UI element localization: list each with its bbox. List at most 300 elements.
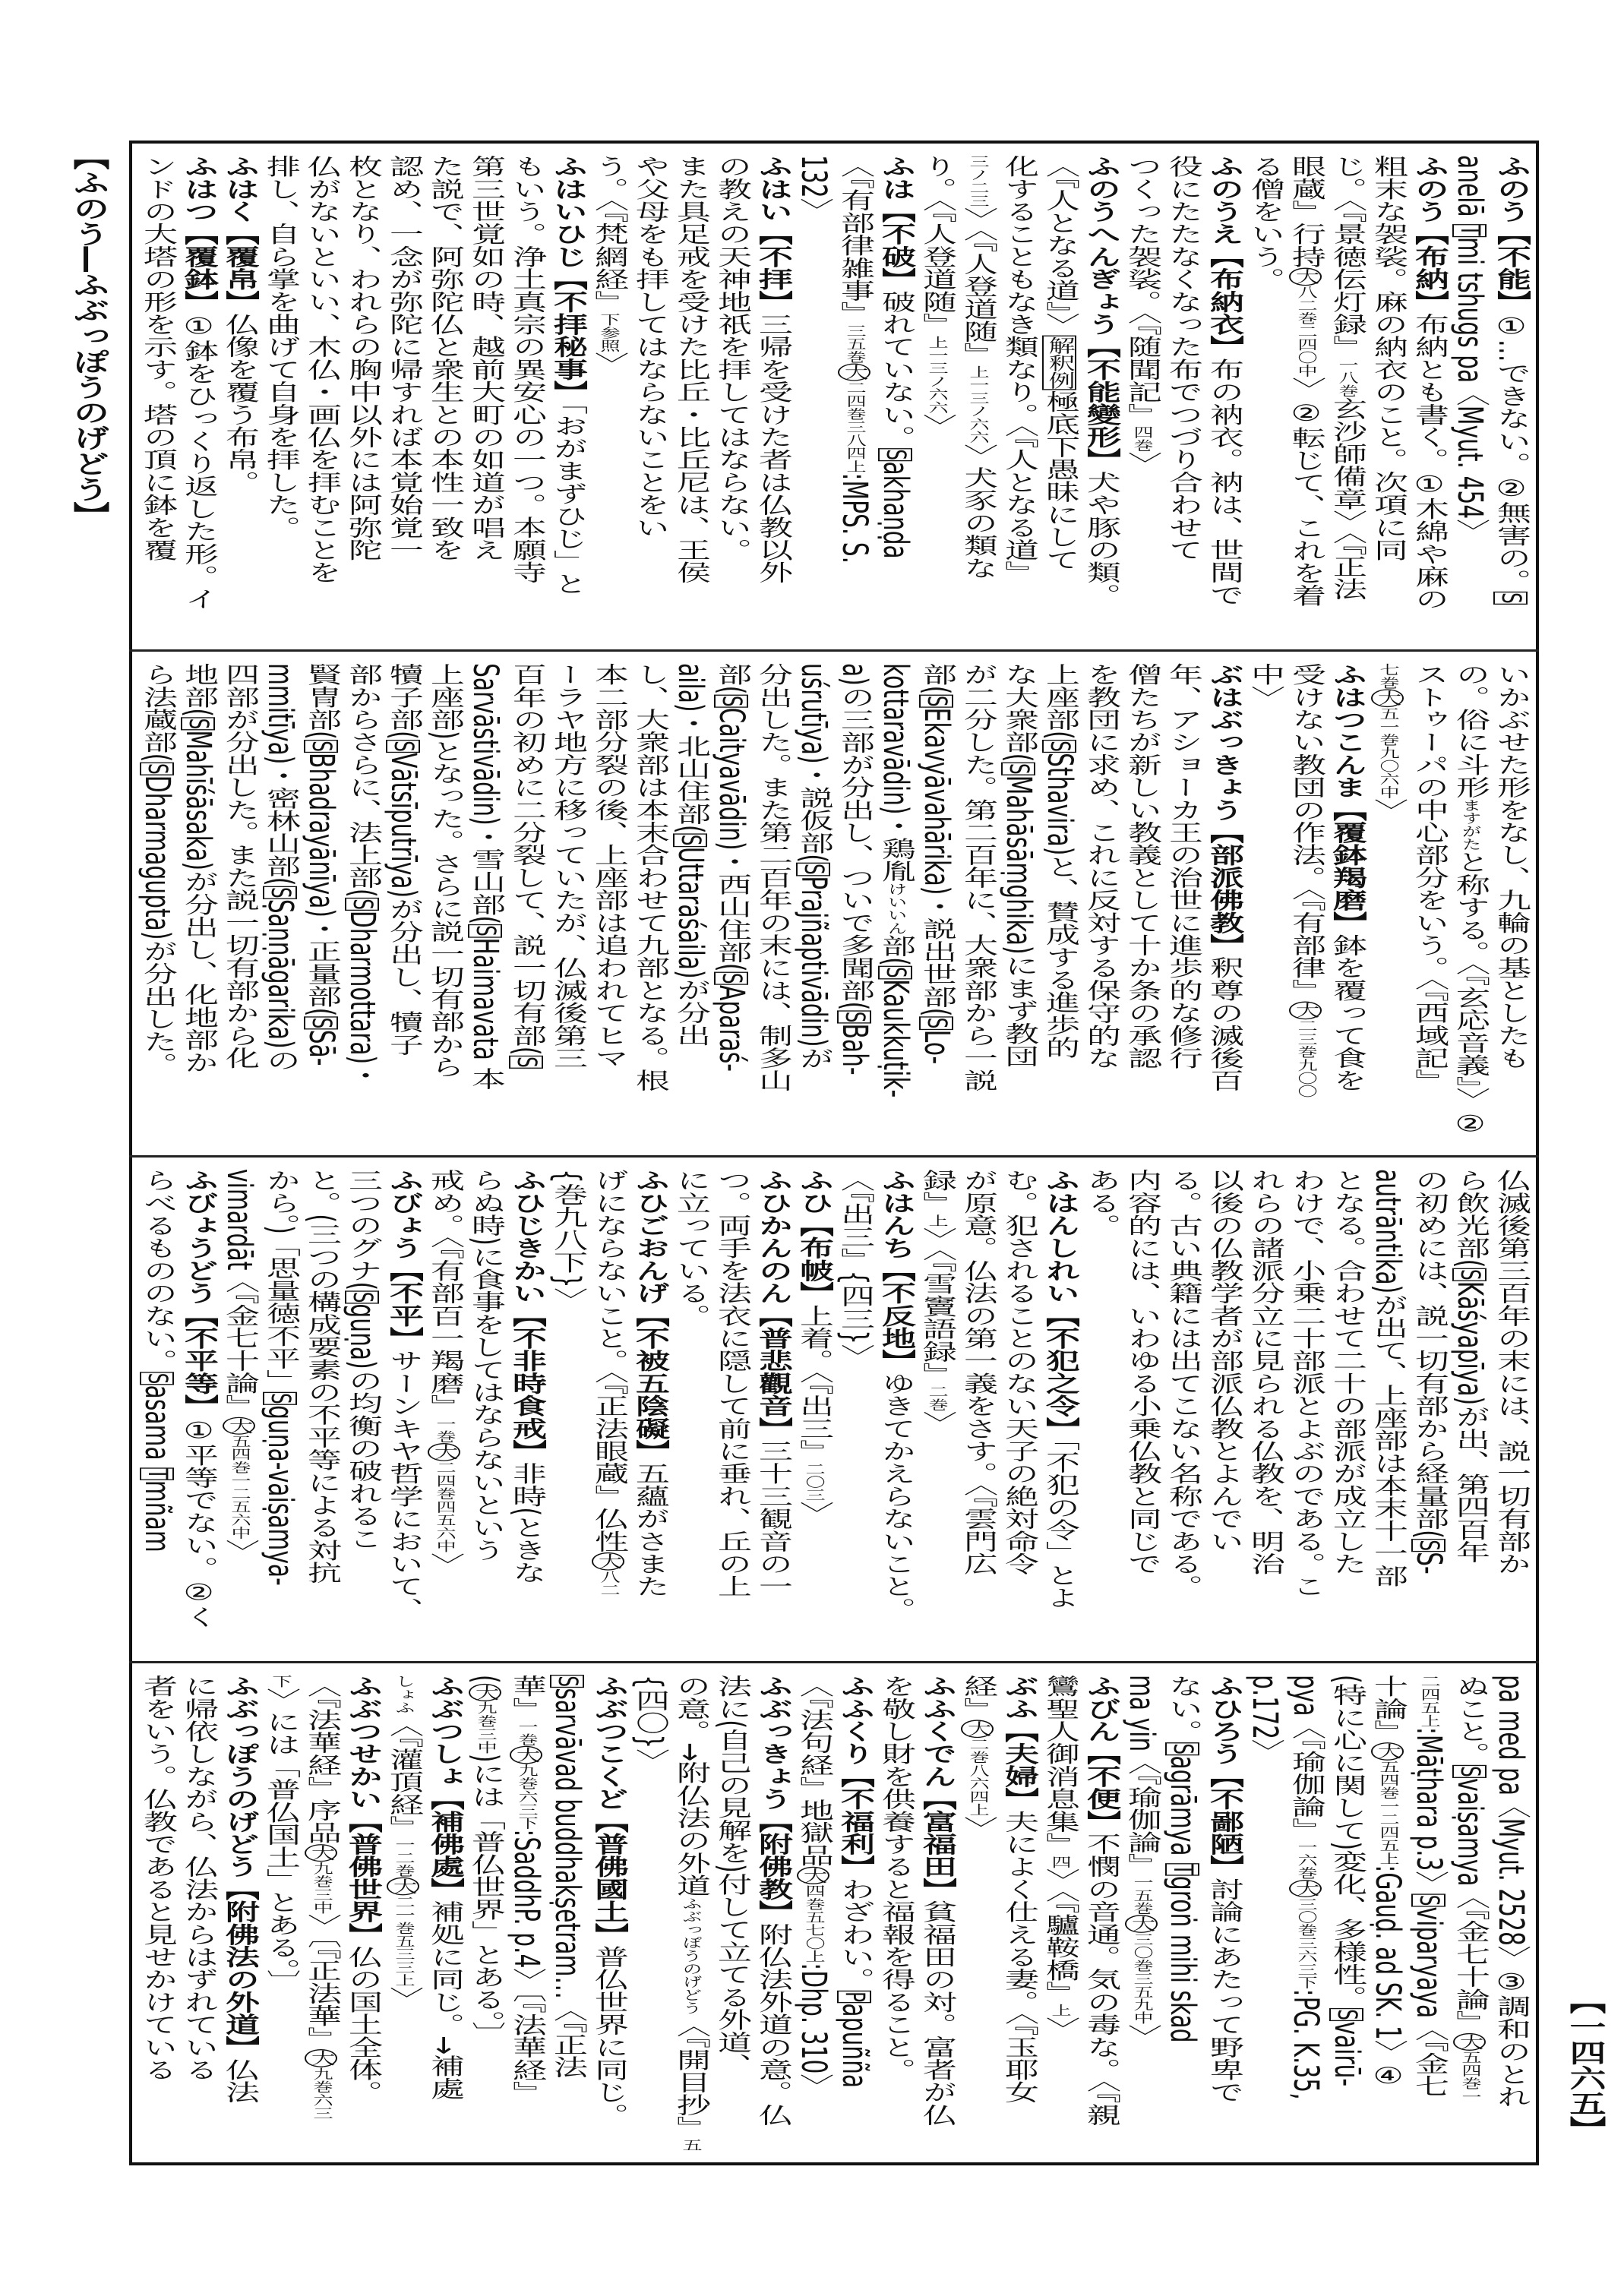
entry-headword: ふはく【覆帛】 (220, 155, 260, 313)
entry-text: 録』上〉〈『雪竇語録』二巻〉 (917, 1169, 957, 1434)
entry-headword: ふはんち【不反地】 (876, 1169, 916, 1372)
entry-text: ある。 (1081, 1169, 1121, 1237)
entry-text: ら飲光部(SKāśyapīya)が出、第四百年 (1450, 1169, 1490, 1564)
text-column (1285, 155, 1326, 641)
boxed-label: S (1411, 1539, 1445, 1552)
text-column (1285, 1675, 1326, 2161)
entry-text: な大衆部(SMahāsāṃghika)にまず教団 (999, 663, 1039, 1068)
circled-label: 大 (592, 1552, 624, 1570)
text-column (1244, 155, 1285, 641)
entry-text: 三帰を受けた者は仏教以外 (753, 312, 793, 584)
boxed-label: S (1452, 1268, 1487, 1281)
boxed-label: S (509, 1055, 543, 1068)
text-column (629, 155, 670, 641)
text-column (178, 663, 219, 1149)
text-column (260, 1675, 301, 2161)
entry-text: 「おがまずひじ」と (548, 403, 588, 595)
tier-4 (137, 1664, 1531, 2165)
boxed-label: S (140, 762, 174, 775)
circled-label: 大 (1453, 2033, 1486, 2051)
boxed-label: S (181, 717, 215, 730)
entry-headword: ふぶつしょ【補佛處】 (425, 1675, 465, 1900)
entry-text: 三ノ二三〉〈『人登道随』上一三ノ六六〉犬豕の類な (958, 155, 998, 580)
entry-text: 華』一巻大九巻六三下:SaddhP. p.4〉〔『法華経』 (507, 1675, 547, 2104)
text-column (547, 663, 588, 1149)
text-column (629, 1675, 670, 2161)
text-column (342, 1169, 383, 1655)
entry-text: 非時(ときな (507, 1462, 547, 1584)
entry-column (752, 1675, 793, 2161)
text-column (916, 155, 957, 641)
boxed-label: S (550, 1675, 584, 1688)
boxed-label: S (878, 448, 912, 461)
entry-text: ゆきてかえらないこと。 (876, 1372, 916, 1620)
entry-text: に帰依しながら、仏法からはずれている (179, 1675, 219, 2081)
text-column (1449, 155, 1490, 641)
entry-text: 部(SEkavyāvahārika)・説出世部(SLo- (917, 663, 957, 1065)
entry-text: る僧をいう。 (1245, 155, 1285, 291)
text-column (1326, 1675, 1367, 2161)
text-column (342, 663, 383, 1149)
entry-column (342, 1675, 383, 2161)
entry-column (424, 1675, 465, 2161)
text-column (301, 1169, 342, 1655)
text-column (875, 1675, 916, 2161)
text-column (1162, 663, 1203, 1149)
text-column (465, 663, 506, 1149)
entry-text: 貧福田の対。富者が仏 (917, 1900, 957, 2126)
text-column (629, 663, 670, 1149)
text-column (752, 663, 793, 1149)
entry-text: ma yin〈『瑜伽論』一五巻大三〇巻三五九中〉 (1122, 1675, 1162, 2047)
entry-text: もいう。浄土真宗の異安心の一つ。本願寺 (507, 155, 547, 584)
circled-label: 大 (1125, 1915, 1158, 1932)
entry-column (1080, 1675, 1121, 2161)
text-column (547, 1675, 588, 2161)
text-column (1367, 155, 1408, 641)
entry-text: げにならないこと。〈『正法眼蔵』仏性大八二 (589, 1169, 629, 1597)
text-column (834, 155, 875, 641)
entry-column (998, 1675, 1039, 2161)
entry-headword: ふひろう【不鄙陋】 (1204, 1675, 1244, 1878)
entry-text: 十論』大五四巻一二四五上:Gauḍ. ad SK. 1〉④ (1368, 1675, 1408, 2089)
entry-text: サーンキヤ哲学において、 (384, 1349, 424, 1620)
entry-text: 化することもなき類なり。〈『人となる道』 (999, 155, 1039, 584)
entry-headword: ふふくでん【富福田】 (917, 1675, 957, 1900)
entry-column (875, 1169, 916, 1655)
entry-column (547, 155, 588, 641)
boxed-label: T (140, 1467, 174, 1480)
entry-text: し、大衆部は本末合わせて九部となる。根 (630, 663, 670, 1092)
entry-text: 受けない教団の作法。〈『有部律』大二三巻九〇〇 (1286, 663, 1326, 1098)
entry-text: ンドの大塔の形を示す。塔の頂に鉢を覆 (137, 155, 178, 561)
text-column (506, 155, 547, 641)
entry-text: つくった袈裟。〈『随聞記』四巻〉 (1122, 155, 1162, 475)
text-column (1408, 1675, 1449, 2161)
entry-text: a)の三部が分出し、ついで多聞部(SBah- (835, 663, 875, 1075)
entry-headword: ふぶつせかい【普佛世界】 (343, 1675, 383, 1946)
text-column (1408, 1169, 1449, 1655)
entry-text: 粗末な袈裟。麻の納衣のこと。次項に同 (1368, 155, 1408, 561)
entry-text: 上座部)となった。さらに説一切有部から (425, 663, 465, 1079)
entry-text: を教団に求め、これに反対する保守的な (1081, 663, 1121, 1069)
text-column (137, 663, 178, 1149)
text-column (137, 155, 178, 641)
entry-text: 附仏法外道の意。仏 (753, 1922, 793, 2126)
entry-text: 下〉には「普仏国土」とある。〕 (261, 1675, 301, 1993)
entry-text: 僧たちが新しい教義として十か条の承認 (1122, 663, 1162, 1069)
text-column (1039, 1675, 1080, 2161)
text-column (219, 663, 260, 1149)
entry-headword: ふはつこんま【覆鉢羯磨】 (1327, 663, 1367, 934)
entry-text: 中〉 (1245, 663, 1285, 709)
circled-label: 大 (305, 1844, 337, 1862)
boxed-label: S (919, 694, 953, 707)
entry-text: 枚となり、われらの胸中以外には阿弥陀 (343, 155, 383, 561)
text-column (670, 1675, 711, 2161)
entry-text: 二四五上:Māṭhara p.3〉Sviparyaya〈『金七 (1409, 1675, 1449, 2098)
circled-label: 大 (387, 1878, 419, 1895)
boxed-label: S (1452, 1765, 1487, 1778)
entry-headword: ぶはぶっきょう【部派佛教】 (1204, 663, 1244, 957)
text-column (834, 1169, 875, 1655)
entry-text: vimardāt〈『金七十論』大五四巻一二五六中〉 (220, 1169, 260, 1562)
entry-column (1408, 155, 1449, 641)
text-column (1121, 663, 1162, 1149)
entry-text: 〈『法句経』地獄品大四巻五七〇上:Dhp. 310〉 (794, 1675, 834, 2097)
text-column (383, 1675, 424, 2161)
entry-text: 釈尊の滅後百 (1204, 956, 1244, 1092)
text-column (1285, 663, 1326, 1149)
entry-text: 三十三観音の一 (753, 1439, 793, 1598)
entry-text: 眼蔵』行持大八二巻二四〇中〉②転じて、これを着 (1286, 155, 1326, 607)
entry-text: 上座部(SSthavira)と、賛成する進歩的 (1040, 663, 1080, 1059)
entry-column (1490, 155, 1531, 641)
entry-text: の意。→附仏法の外道ふぶっぽうのげどう〈『開目抄』五 (671, 1675, 711, 2152)
text-column (711, 155, 752, 641)
text-column (957, 1169, 998, 1655)
entry-column (1039, 1169, 1080, 1655)
entry-column (834, 1675, 875, 2161)
text-column (1367, 663, 1408, 1149)
boxed-label: S (345, 898, 379, 911)
text-column (1080, 1169, 1121, 1655)
entry-headword: ふびん【不便】 (1081, 1675, 1121, 1833)
entry-text: 年、アショーカ王の治世に進歩的な修行 (1163, 663, 1203, 1069)
text-column (342, 155, 383, 641)
text-column (178, 1675, 219, 2161)
entry-text: う。〈『梵網経』下参照〉 (589, 155, 629, 375)
text-column (1203, 1169, 1244, 1655)
circled-label: 大 (428, 1443, 460, 1461)
entry-text: らぬ時)に食事をしてはならないという (466, 1169, 506, 1562)
text-column (547, 1169, 588, 1655)
text-column (1449, 1675, 1490, 2161)
circled-label: 大 (1371, 1742, 1404, 1760)
text-column (1162, 155, 1203, 641)
entry-text: 四部が分出した。また説一切有部から化 (220, 663, 260, 1069)
entry-text: 部からさらに、法上部(SDharmottara)・ (343, 663, 383, 1087)
text-column (1121, 1675, 1162, 2161)
entry-text: 普仏世界に同じ。 (589, 1945, 629, 2126)
entry-column (875, 155, 916, 641)
entry-text: が二分した。第二百年に、大衆部から一説 (958, 663, 998, 1092)
text-column (1039, 663, 1080, 1149)
boxed-label: S (1411, 1893, 1445, 1906)
boxed-label: S (714, 694, 748, 707)
text-column (383, 663, 424, 1149)
entry-text: から。)「思量徳不平」Sguṇa-vaiṣamya- (261, 1169, 301, 1586)
entry-text: に立っている。 (671, 1169, 711, 1327)
boxed-label: S (837, 1010, 871, 1023)
circled-label: 大 (1289, 1880, 1322, 1897)
text-column (465, 1675, 506, 2161)
page-number: 【一四六五】 (1563, 1988, 1606, 2142)
entry-column (629, 1169, 670, 1655)
text-column (260, 155, 301, 641)
entry-text: autrāntika)が出て、上座部は本末十一部 (1368, 1169, 1408, 1587)
boxed-label: S (714, 972, 748, 985)
text-column (1490, 1169, 1531, 1655)
text-column (1244, 663, 1285, 1149)
entry-column (506, 1169, 547, 1655)
entry-text: 夫によく仕える妻。〈『玉耶女 (999, 1810, 1039, 2104)
text-column (588, 1169, 629, 1655)
boxed-label: S (304, 1016, 338, 1029)
text-column (1080, 663, 1121, 1149)
entry-text: た説で、阿弥陀仏と衆生との本性一致を (425, 155, 465, 561)
text-column (260, 1169, 301, 1655)
text-column (670, 155, 711, 641)
entry-text: 三つのグナ(Sguṇa)の均衡の破れるこ (343, 1169, 383, 1550)
entry-text: の。俗に斗形ますがたと称する。〈『玄応音義』〉② (1450, 663, 1490, 1137)
circled-label: 大 (1289, 1002, 1322, 1019)
boxed-label: S (140, 1372, 174, 1385)
entry-text: れらの諸派分立に見られる仏教を、明治 (1245, 1169, 1285, 1575)
entry-text: pya〈『瑜伽論』一六巻大三〇巻三六三下:PG. K.35, (1286, 1675, 1326, 2100)
entry-headword: ふのう【不能】 (1491, 155, 1531, 313)
entry-text: らべるもののない。Sasama Tmñam (137, 1169, 178, 1552)
entry-text: む。犯されることのない天子の絶対命令 (999, 1169, 1039, 1575)
tier-divider (129, 1661, 1539, 1663)
boxed-label: S (345, 1290, 379, 1303)
entry-column (752, 1169, 793, 1655)
entry-text: uśrutīya)・説仮部(SPrajñaptivādin)が (794, 663, 834, 1070)
text-column (506, 663, 547, 1149)
entry-text: 仏がないといい、木仏・画仏を拝むことを (302, 155, 342, 584)
entry-text: 仏の国土全体。 (343, 1945, 383, 2104)
text-column (957, 1675, 998, 2161)
boxed-label: S (796, 863, 830, 876)
entry-column (178, 155, 219, 641)
entry-text: ①平等でない。②く (179, 1417, 219, 1628)
text-column (1162, 1675, 1203, 2161)
text-column (1244, 1675, 1285, 2161)
entry-headword: ふは【不破】 (876, 155, 916, 291)
entry-text: 布納とも書く。①木綿や麻の (1409, 312, 1449, 611)
boxed-label: S (1329, 2008, 1363, 2021)
text-column (1039, 155, 1080, 641)
text-column (711, 663, 752, 1149)
text-column (424, 1169, 465, 1655)
entry-column (219, 1675, 260, 2161)
text-column (1121, 1169, 1162, 1655)
entry-text: 討論にあたって野卑で (1204, 1878, 1244, 2104)
entry-text: と。(三つの構成要素の不平等による対抗 (302, 1169, 342, 1584)
entry-text: kottaravādin)・鶏胤けいいん部(SKaukkuṭik- (876, 663, 916, 1098)
text-column (711, 1169, 752, 1655)
text-column (834, 663, 875, 1149)
running-head: 【ふのう―ふぶっぽうのげどう】 (67, 144, 109, 527)
entry-headword: ふはつ【覆鉢】 (179, 155, 219, 313)
entry-text: ら法蔵部(SDharmagupta)が分出した。 (137, 663, 178, 1075)
boxed-label: S (1493, 592, 1528, 605)
circled-label: 大 (797, 1866, 829, 1884)
entry-text: わざわい。Papuñña (835, 1878, 875, 2089)
entry-text: 経』大二巻八六四上〉 (958, 1675, 998, 1839)
text-column (465, 1169, 506, 1655)
entry-text: {四〇}〉 (630, 1675, 670, 1771)
text-column (219, 1169, 260, 1655)
entry-headword: ふぶっきょう【附佛教】 (753, 1675, 793, 1923)
boxed-label: S (878, 966, 912, 979)
entry-text: 認め、一念が弥陀に帰すれば本覚始覚一 (384, 155, 424, 561)
circled-label: 大 (1371, 689, 1404, 706)
tier-divider (129, 1155, 1539, 1158)
entry-text: いかぶせた形をなし、九輪の基としたも (1491, 663, 1531, 1069)
boxed-label: S (1001, 762, 1035, 775)
text-column (1490, 663, 1531, 1149)
entry-text: 排し、自ら掌を曲げて自身を拝した。 (261, 155, 301, 538)
entry-text: 地部(SMahīśāsaka)が分出し、化地部か (179, 663, 219, 1074)
entry-text: ①…できない。②無害の。S (1491, 312, 1531, 604)
text-column (301, 663, 342, 1149)
entry-text: わけで、小乗二十部派とよぶのである。こ (1286, 1169, 1326, 1598)
text-column (1326, 1169, 1367, 1655)
entry-text: 132〉 (794, 155, 834, 221)
text-column (875, 663, 916, 1149)
entry-text: 〈『有部律雑事』三五巻大二四巻三八四上:MPS. S. (835, 155, 875, 564)
boxed-label: S (304, 740, 338, 753)
text-column (793, 663, 834, 1149)
entry-text: 以後の仏教学者が部派仏教とよんでい (1204, 1169, 1244, 1552)
text-column (711, 1675, 752, 2161)
entry-headword: ふひじきかい【不非時食戒】 (507, 1169, 547, 1463)
entry-text: ぬこと。Svaiṣamya〈『金七十論』大五四巻一 (1450, 1675, 1490, 2103)
entry-text: また具足戒を受けた比丘・比丘尼は、王侯 (671, 155, 711, 584)
text-column (1408, 663, 1449, 1149)
text-column (424, 663, 465, 1149)
entry-text: り。〈『人登道随』上一三ノ六六〉 (917, 155, 957, 437)
text-column (957, 663, 998, 1149)
entry-text: 犢子部(SVātsīputrīya)が分出し、犢子 (384, 663, 424, 1056)
entry-text: pa med pa〈Myut. 2528〉③調和のとれ (1491, 1675, 1531, 2108)
entry-column (383, 1169, 424, 1655)
entry-text: 者をいう。仏教であると見せかけている (137, 1675, 178, 2081)
entry-text: 〈『人となる道』〉解釈例極底下愚昧にして (1040, 155, 1080, 571)
text-column (670, 663, 711, 1149)
text-column (1244, 1169, 1285, 1655)
entry-text: Ssarvāvad buddhakṣetram…〈『正法 (548, 1675, 588, 2079)
text-column (793, 155, 834, 641)
entry-text: 賢冑部(SBhadrayānīya)・正量部(SSā- (302, 663, 342, 1066)
entry-text: 布の衲衣。衲は、世間で (1204, 358, 1244, 606)
entry-text: mmitīya)・密林山部(SṢaṇṇāgarika)の (261, 663, 301, 1072)
entry-column (1203, 1675, 1244, 2161)
entry-text: (特に心に関して)変化、多様性。Svairū- (1327, 1675, 1367, 2087)
text-column (383, 155, 424, 641)
tier-divider (129, 649, 1539, 652)
text-column (1121, 155, 1162, 641)
entry-text: る。古い典籍には出てこない名称である。 (1163, 1169, 1203, 1598)
text-column (1490, 1675, 1531, 2161)
text-column (137, 1675, 178, 2161)
boxed-label: S (919, 1016, 953, 1029)
text-column (137, 1169, 178, 1655)
text-column (260, 663, 301, 1149)
entry-text: 犬や豚の類。 (1081, 470, 1121, 606)
entry-text: 仏滅後第三百年の末には、説一切有部か (1491, 1169, 1531, 1575)
entry-text: 第三世覚如の時、越前大町の如道が唱え (466, 155, 506, 561)
entry-headword: ふのう【布納】 (1409, 155, 1449, 313)
tier-3 (137, 1158, 1531, 1660)
entry-text: の初めには、説一切有部から経量部(SS- (1409, 1169, 1449, 1574)
entry-text: ーラヤ地方に移っていたが、仏滅後第三 (548, 663, 588, 1069)
entry-text: 鉢を覆って食を (1327, 933, 1367, 1092)
circled-label: 大 (510, 1746, 542, 1764)
entry-text: 仏法 (220, 2058, 260, 2104)
entry-headword: ふぶつこくど【普佛國土】 (589, 1675, 629, 1946)
entry-headword: ふひ【布帔】 (794, 1169, 834, 1305)
entry-text: aila)・北山住部(SUttaraśaila)が分出 (671, 663, 711, 1047)
text-column (1326, 155, 1367, 641)
text-column (465, 155, 506, 641)
entry-text: 「不犯の令」とよ (1040, 1439, 1080, 1609)
text-column (301, 155, 342, 641)
entry-headword: ふぶっぽうのげどう【附佛法の外道】 (220, 1675, 260, 2058)
entry-text: {巻九八下}〉 (548, 1169, 588, 1311)
entry-text: ない。Sagrāmya Tgroṅ mihi skad (1163, 1675, 1203, 2043)
entry-headword: ふはんしれい【不犯之令】 (1040, 1169, 1080, 1440)
text-column (424, 155, 465, 641)
boxed-label: S (673, 834, 707, 847)
entry-column (916, 1675, 957, 2161)
entry-text: ストゥーパの中心部分をいう。〈『西域記』 (1409, 663, 1449, 1092)
entry-text: anelā Tmi tshugs pa〈Myut. 454〉 (1450, 155, 1490, 542)
circled-label: 大 (838, 363, 870, 381)
entry-text: じ。〈『景徳伝灯録』一八巻玄沙師備章〉〈『正法 (1327, 155, 1367, 601)
entry-column (1080, 155, 1121, 641)
boxed-label: 解釈例 (1042, 336, 1076, 390)
text-column (588, 663, 629, 1149)
entry-text: 五蘊がさまた (630, 1462, 670, 1598)
entry-text: 鸞聖人御消息集』四〉〈『驢鞍橋』上〉 (1040, 1675, 1080, 2039)
text-column (1449, 1169, 1490, 1655)
boxed-label: S (1165, 1742, 1199, 1755)
text-column (998, 1169, 1039, 1655)
entry-column (178, 1169, 219, 1655)
entry-text: 不憫の音通。気の毒な。〈『親 (1081, 1832, 1121, 2126)
entry-text: 〈『出三』{四三}〉 (835, 1169, 875, 1367)
entry-headword: ふびょうどう【不平等】 (179, 1169, 219, 1417)
entry-text: Sarvāstivādin)・雪山部(SHaimavata 本 (466, 663, 506, 1091)
text-column (506, 1675, 547, 2161)
circled-label: 大 (1289, 268, 1322, 286)
entry-text: 部(SCaityavādin)・西山住部(SAparaś- (712, 663, 752, 1072)
boxed-label: S (263, 886, 297, 899)
entry-text: 役にたたなくなった布でつづり合わせて (1163, 155, 1203, 561)
entry-text: の教えの天神地祇を拝してはならない。 (712, 155, 752, 561)
